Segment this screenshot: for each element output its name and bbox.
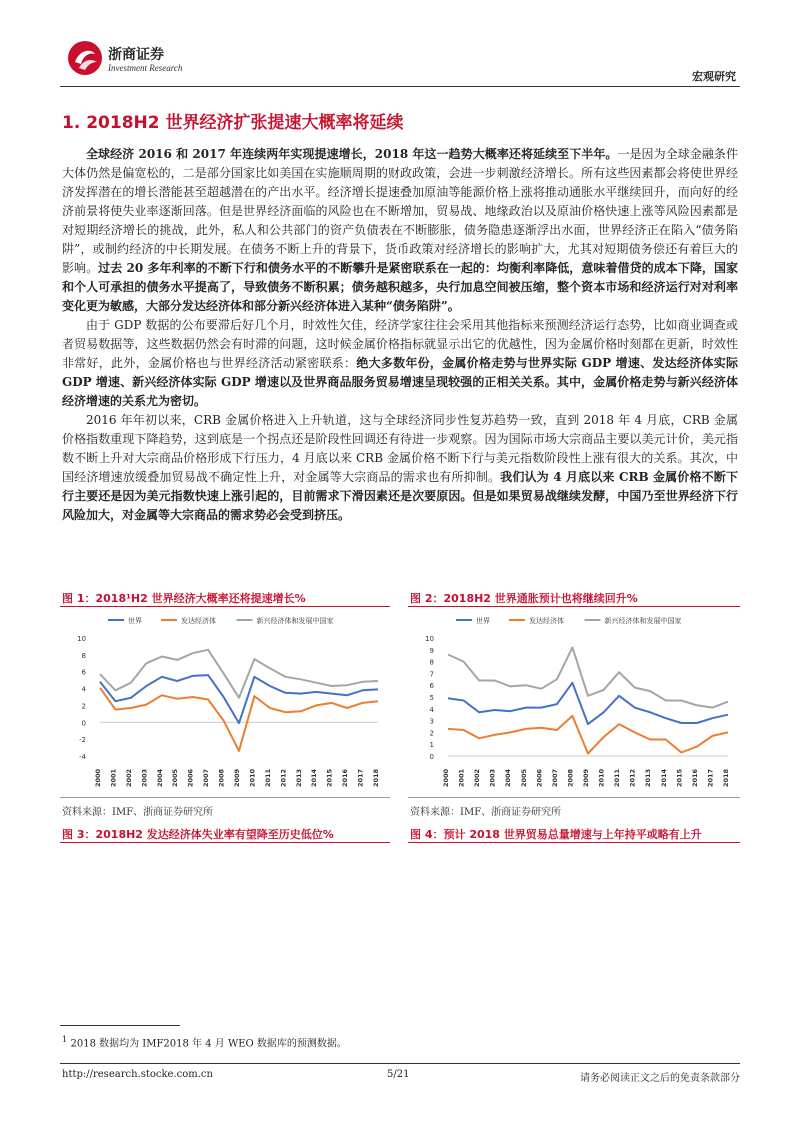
x-tick-label: 2012 [279,768,288,788]
y-tick-label: 0 [81,719,86,728]
x-tick-label: 2003 [488,768,497,788]
y-tick-label: 3 [429,717,434,726]
body-text [62,145,738,525]
chart-1-svg [60,608,390,793]
x-tick-label: 2017 [356,768,365,788]
para2-span: 绝大多数年份，金属价格走势与世界实际 GDP 增速、发达经济体实际 GDP 增速、新兴经济体实际 GDP 增速以及世界商品服务贸易增速呈现较强的正相关关系。其中，金属价格走势与新兴经济体经济增速的关系尤为密切。 [62,356,738,408]
legend-label: 新兴经济体和发展中国家 [256,617,334,625]
x-tick-label: 2017 [706,768,715,788]
figure-3-rule [60,842,390,843]
brand-tagline: Investment Research [108,63,183,73]
logo-icon [67,40,103,76]
x-tick-label: 2004 [504,768,513,788]
x-tick-label: 2014 [659,768,668,788]
y-tick-label: 4 [429,705,434,714]
para1-span: 全球经济 2016 和 2017 年连续两年实现提速增长，2018 年这一趋势大概率还将延续至下半年。 [86,147,618,161]
legend-label: 发达经济体 [181,617,216,625]
x-tick-label: 2011 [263,768,272,788]
para3-span: 我们认为 4 月底以来 CRB 金属价格不断下行主要还是因为美元指数快速上涨引起的，目前需求下滑因素还是次要原因。但是如果贸易战继续发酵，中国乃至世界经济下行风险加大，对金属等大宗商品的需求势必会受到挤压。 [62,470,738,522]
y-tick-label: 5 [429,694,434,702]
y-tick-label: 4 [81,685,86,694]
x-tick-label: 2009 [233,768,241,788]
footer-url[interactable]: http://research.stocke.com.cn [62,1069,213,1080]
section-heading: 1. 2018H2 世界经济扩张提速大概率将延续 [62,113,404,133]
x-tick-label: 2014 [310,768,319,788]
y-tick-label: 2 [81,702,86,711]
figure-4-title: 图 4：预计 2018 世界贸易总量增速与上年持平或略有上升 [410,828,702,841]
y-tick-label: 10 [77,635,86,643]
x-tick-label: 2006 [535,768,544,788]
x-tick-label: 2005 [519,768,528,788]
x-tick-label: 2013 [644,768,653,788]
chart-2-svg [408,608,740,793]
y-tick-label: 8 [81,651,86,660]
brand-name: 浙商证券 [108,47,164,63]
x-tick-label: 2002 [473,768,482,788]
x-tick-label: 2016 [690,768,699,788]
x-tick-label: 2001 [457,768,466,788]
footer-divider [60,1063,740,1064]
x-tick-label: 2008 [217,768,226,788]
figure-2-chart [408,608,740,793]
x-tick-label: 2003 [140,768,149,788]
paragraph-1 [62,145,738,316]
figure-1-chart [60,608,390,793]
series-line [448,683,728,724]
y-tick-label: 7 [429,670,434,679]
footnote-text: 2018 数据均为 IMF2018 年 4 月 WEO 数据库的预测数据。 [70,1038,347,1050]
x-tick-label: 2009 [582,768,590,788]
x-tick-label: 2007 [202,768,211,788]
footnote-mark: 1 [62,1034,68,1044]
x-tick-label: 2001 [109,768,118,788]
y-tick-label: 1 [429,741,434,750]
footer-disclaimer: 请务必阅读正文之后的免责条款部分 [580,1073,740,1084]
para1-span: 过去 20 多年利率的不断下行和债务水平的不断攀升是紧密联系在一起的：均衡利率降低，意味着借贷的成本下降，国家和个人可承担的债务水平提高了，导致债务不断积累；债务越积越多，央行加息空间被压缩，整个资本市场和经济运行对对利率变化更为敏感，大部分发达经济体和部分新兴经济体进入某种“债务陷阱”。 [62,261,738,313]
footnote-divider [60,1025,180,1026]
legend-label: 世界 [476,617,490,625]
x-tick-label: 2008 [566,768,575,788]
x-tick-label: 2000 [442,768,450,788]
figure-2-rule [408,606,740,607]
paragraph-2 [62,316,738,411]
figure-2-source: 资料来源：IMF、浙商证券研究所 [410,807,562,818]
legend-label: 世界 [128,617,142,625]
y-tick-label: -4 [79,753,86,761]
figure-2-title: 图 2：2018H2 世界通胀预计也将继续回升% [410,592,638,605]
x-tick-label: 2004 [155,768,164,788]
y-tick-label: 2 [429,729,434,738]
x-tick-label: 2013 [294,768,303,788]
y-tick-label: 10 [425,635,434,643]
figure-1-title: 图 1：2018¹H2 世界经济大概率还将提速增长% [62,592,306,605]
series-line [100,675,378,723]
x-tick-label: 2006 [186,768,195,788]
paragraph-3 [62,411,738,525]
series-line [448,647,728,707]
legend-label: 新兴经济体和发展中国家 [604,617,682,625]
y-tick-label: 9 [429,646,434,655]
y-tick-label: 8 [429,658,434,667]
y-tick-label: 6 [81,668,86,677]
footnote [62,1034,347,1049]
x-tick-label: 2016 [341,768,350,788]
x-tick-label: 2018 [722,768,730,788]
x-tick-label: 2012 [628,768,637,788]
x-tick-label: 2010 [248,768,257,788]
x-tick-label: 2002 [124,768,133,788]
section-name: 宏观研究 [692,70,736,83]
x-tick-label: 2007 [550,768,559,788]
para2-span: 由于 GDP 数据的公布要滞后好几个月，时效性欠佳，经济学家往往会采用其他指标来预测经济运行态势，比如商业调查或者贸易数据等，这些数据仍然会有时滞的问题，这时候金属价格指标就显示出它的优越性，因为金属价格时刻都在更新，时效性非常好，此外，金属价格也与世界经济活动紧密联系： [62,318,738,370]
x-tick-label: 2015 [675,768,684,788]
x-tick-label: 2005 [171,768,180,788]
y-tick-label: -2 [79,736,86,745]
x-tick-label: 2010 [597,768,606,788]
x-tick-label: 2011 [613,768,622,788]
y-tick-label: 0 [429,753,434,761]
legend-label: 发达经济体 [529,617,564,625]
y-tick-label: 6 [429,682,434,691]
figure-4-rule [408,842,740,843]
page-number: 5/21 [387,1069,410,1080]
figure-3-title: 图 3：2018H2 发达经济体失业率有望降至历史低位% [62,828,334,841]
x-tick-label: 2000 [94,768,102,788]
para3-span: 2016 年年初以来，CRB 金属价格进入上升轨道，这与全球经济同步性复苏趋势一致，直到 2018 年 4 月底，CRB 金属价格指数重现下降趋势，这到底是一个拐点还是阶段性回调还有待进一步观察。因为国际市场大宗商品主要以美元计价，美元指数不断上升对大宗商品价格形成下行压力，4 月底以来 CRB 金属价格不断下行与美元指数阶段性上涨有很大的关系。其次，中国经济增速放缓叠加贸易战不确定性上升，对金属等大宗商品的需求也有所抑制。 [62,413,738,484]
header-divider [60,86,740,87]
figure-1-source: 资料来源：IMF、浙商证券研究所 [62,807,214,818]
figure-1-bottom-rule [60,797,390,798]
figure-2-bottom-rule [408,797,740,798]
para1-span: 一是因为全球金融条件大体仍然是偏宽松的，二是部分国家比如美国在实施顺周期的财政政策，会进一步刺激经济增长。所有这些因素都会将使世界经济发挥潜在的增长潜能甚至超越潜在的产出水平。经济增长提速叠加原油等能源价格上涨将推动通胀水平继续回升，而向好的经济前景将使失业率逐渐回落。但是世界经济面临的风险也在不断增加，贸易战、地缘政治以及原油价格快速上涨等风险因素都是对短期经济增长的挑战，此外，私人和公共部门的资产负债表在不断膨胀，债务隐患逐渐浮出水面，世界经济正在陷入“债务陷阱”，或制约经济的中长期发展。在债务不断上升的背景下，货币政策对经济增长的影响扩大，尤其对短期债务偿还有着巨大的影响。 [62,147,738,275]
x-tick-label: 2015 [325,768,334,788]
x-tick-label: 2018 [372,768,380,788]
figure-1-rule [60,606,390,607]
